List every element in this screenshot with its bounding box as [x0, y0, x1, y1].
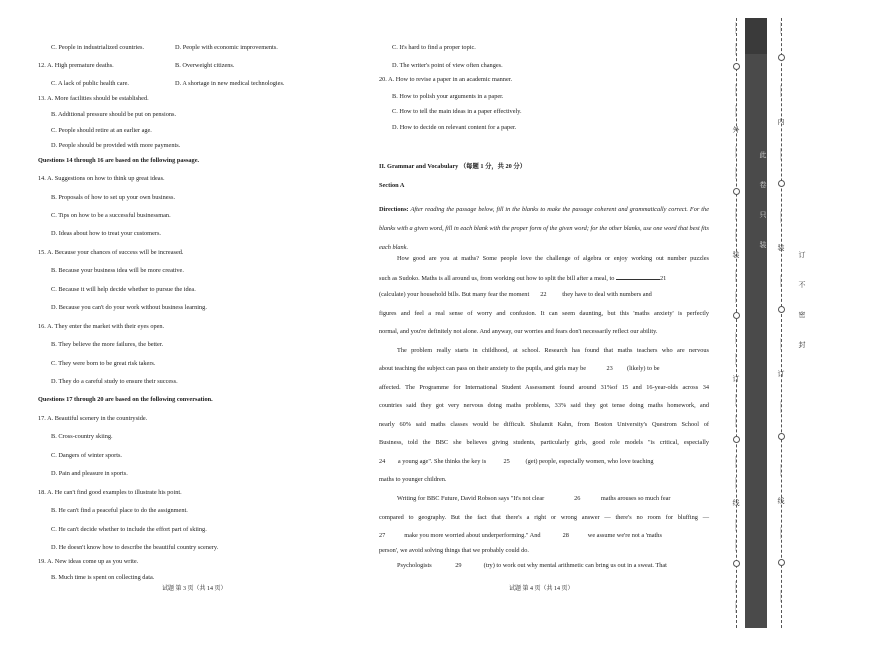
blank-21-num: 21	[659, 275, 667, 282]
option-text: Questions 14 through 16 are based on the following passage.	[38, 157, 200, 164]
binding-note-char: 订	[798, 251, 806, 259]
inner-glyph: ……	[778, 590, 784, 603]
option-text: D. People should be provided with more payments.	[51, 142, 181, 149]
option-text: D. Pain and pleasure in sports.	[51, 470, 128, 477]
option-text: B. They believe the more failures, the better.	[51, 341, 164, 348]
outer-circle-mark	[733, 560, 740, 567]
binding-gray-bar-top	[745, 18, 767, 54]
left-line-16	[38, 323, 164, 331]
p1-line-5: normal, and you're definitely not alone. And anyway, our worries and fears don't necessarily reflect our ability.	[379, 328, 658, 335]
p3-line-3	[379, 532, 709, 540]
inner-glyph: ……	[778, 527, 784, 540]
option-text: C. People in industrialized countries.	[51, 44, 145, 51]
outer-glyph: ……	[733, 518, 739, 531]
p3-text-3: make you more worried about underperforming." And	[404, 532, 541, 539]
p3-line-4: person', we avoid solving things that we probably could do.	[379, 547, 529, 554]
option-text: B. Proposals of how to set up your own business.	[51, 194, 176, 201]
right-line-2: 20. A. How to revise a paper in an academic manner.	[379, 76, 513, 83]
inner-circle-mark	[778, 180, 785, 187]
option-text: B. Cross-country skiing.	[51, 433, 113, 440]
p2-text-7b: (get) people, especially women, who love teaching	[525, 458, 654, 465]
inner-circle-mark	[778, 54, 785, 61]
p4-text-1: Psychologists	[397, 562, 432, 569]
outer-glyph: 外	[732, 126, 740, 135]
left-line-18	[51, 360, 155, 368]
outer-glyph: ……	[733, 208, 739, 221]
inner-circle-mark	[778, 306, 785, 313]
left-line-7	[38, 157, 199, 165]
outer-glyph: ……	[733, 228, 739, 241]
option-text: 14. A. Suggestions on how to think up great ideas.	[38, 175, 165, 182]
p2-text-2: about teaching the subject can pass on their anxiety to the pupils, and girls may be	[379, 365, 587, 372]
option-text: D. Because you can't do your work without business learning.	[51, 304, 207, 311]
left-line-29	[38, 558, 138, 566]
outer-glyph: ……	[733, 415, 739, 428]
p1-line-1: How good are you at maths? Some people love the challenge of algebra or enjoy working out number puzzles	[397, 255, 709, 262]
left-line-12	[38, 249, 183, 257]
binding-note-char: 封	[798, 341, 806, 349]
inner-glyph: ……	[778, 400, 784, 413]
right-page-footer: 试题 第 4 页（共 14 页）	[509, 586, 574, 592]
left-line-26	[51, 507, 188, 515]
left-line-6	[51, 142, 180, 150]
outer-glyph: ……	[733, 84, 739, 97]
option-text: 16. A. They enter the market with their eyes open.	[38, 323, 165, 330]
blank-21[interactable]	[616, 273, 660, 280]
inner-glyph: ……	[778, 85, 784, 98]
inner-glyph: ……	[778, 337, 784, 350]
left-line-10	[51, 212, 171, 220]
outer-glyph: ……	[733, 104, 739, 117]
outer-glyph: 装	[732, 250, 740, 259]
inner-glyph: ……	[778, 22, 784, 34]
outer-glyph: ……	[733, 166, 739, 179]
left-line-1	[38, 62, 114, 70]
option-text: C. A lack of public health care.	[51, 80, 129, 87]
left-line-30	[51, 574, 154, 582]
p4-text-1b: (try) to work out why mental arithmetic can bring us out in a sweat. That	[483, 562, 667, 569]
outer-glyph: ……	[733, 22, 739, 34]
p2-line-6: Business, told the BBC she believes giving students, particularly girls, good role models "is critical, especially	[379, 439, 709, 446]
option-text: C. People should retire at an earlier age.	[51, 127, 152, 134]
inner-glyph: 订	[777, 370, 785, 379]
left-page-footer: 试题 第 3 页（共 14 页）	[162, 586, 227, 592]
option-text-b: B. Overweight citizens.	[175, 62, 235, 69]
p2-line-3: affected. The Programme for International Student Assessment found around 31%of 15 and 16-year-olds across 34	[379, 384, 709, 391]
option-text: 12. A. High premature deaths.	[38, 62, 114, 69]
right-line-5: D. How to decide on relevant content for a paper.	[392, 124, 517, 131]
p2-line-4: countries said they got very nervous doing maths problems, 33% said they got tense doing maths homework, and	[379, 402, 709, 409]
p3-line-2: compared to geography. But the fact that there's a right or wrong answer — there's no room for bluffing —	[379, 514, 709, 521]
outer-glyph: ……	[733, 539, 739, 552]
option-text: B. He can't find a peaceful place to do the assignment.	[51, 507, 188, 514]
blank-25-num: 25	[503, 458, 510, 465]
left-line-25	[38, 489, 182, 497]
left-line-23	[51, 452, 122, 460]
left-line-28	[51, 544, 218, 552]
option-text: C. They were born to be great risk takers.	[51, 360, 156, 367]
p3-text-1b: maths arouses so much fear	[600, 495, 671, 502]
p3-text-1: Writing for BBC Future, David Robson says "It's not clear	[397, 495, 545, 502]
directions-text: After reading the passage below, fill in the blanks to make the passage coherent and grammatically correct. For the blanks with a given word, fill in each blank with the proper form of the given word; for the other blanks, use one word that best fits each blank.	[379, 206, 709, 251]
outer-glyph: ……	[733, 290, 739, 303]
option-text: 17. A. Beautiful scenery in the countryside.	[38, 415, 148, 422]
p1-line-3	[379, 291, 709, 299]
section-a-label: Section A	[379, 182, 405, 189]
outer-glyph: ……	[733, 332, 739, 345]
outer-circle-mark	[733, 436, 740, 443]
binding-note-char: 不	[798, 281, 806, 289]
option-text: D. He doesn't know how to describe the beautiful country scenery.	[51, 544, 219, 551]
left-line-4	[51, 111, 176, 119]
blank-29-num: 29	[455, 562, 462, 569]
p1-text-2: such as Sudoko. Maths is all around us, from working out how to split the bill after a meal, to	[379, 275, 615, 282]
option-text: 19. A. New ideas come up as you write.	[38, 558, 139, 565]
left-line-2	[51, 80, 129, 88]
left-line-17	[51, 341, 163, 349]
blank-24-num: 24	[379, 458, 386, 465]
binding-note-char: 卷	[759, 181, 767, 189]
right-line-3: B. How to polish your arguments in a paper.	[392, 93, 504, 100]
left-line-20	[38, 396, 213, 404]
option-text: C. Because it will help decide whether to pursue the idea.	[51, 286, 196, 293]
blank-26-num: 26	[574, 495, 581, 502]
right-line-4: C. How to tell the main ideas in a paper effectively.	[392, 108, 522, 115]
outer-circle-mark	[733, 63, 740, 70]
blank-28-num: 28	[562, 532, 569, 539]
binding-note-char: 只	[759, 211, 767, 219]
outer-glyph: ……	[733, 477, 739, 490]
inner-glyph: ……	[778, 148, 784, 161]
option-text: 18. A. He can't find good examples to illustrate his point.	[38, 489, 182, 496]
binding-note-char: 密	[798, 311, 806, 319]
option-text: B. Because your business idea will be more creative.	[51, 267, 184, 274]
blank-27-num: 27	[379, 532, 386, 539]
section-title: II. Grammar and Vocabulary （每题 1 分，共 20 分）	[379, 163, 526, 170]
binding-note-char: 此	[759, 151, 767, 159]
p3-text-3b: we assume we're not a 'maths	[587, 532, 662, 539]
left-line-3	[38, 95, 149, 103]
p2-text-2b: (likely) to be	[626, 365, 660, 372]
left-line-24	[51, 470, 128, 478]
option-text-b: D. People with economic improvements.	[175, 44, 278, 51]
outer-glyph: ……	[733, 270, 739, 283]
outer-glyph: ……	[733, 580, 739, 593]
outer-glyph: ……	[733, 456, 739, 469]
outer-circle-mark	[733, 188, 740, 195]
right-line-0: C. It's hard to find a proper topic.	[392, 44, 476, 51]
outer-glyph: 线	[732, 498, 740, 507]
right-line-1: D. The writer's point of view often changes.	[392, 62, 503, 69]
p2-line-5: nearly 60% said maths classes would be difficult. Shulamit Kahn, from Boston University's Questrom School of	[379, 421, 709, 428]
outer-glyph: ……	[733, 394, 739, 407]
left-line-11	[51, 230, 161, 238]
blank-23-num: 23	[606, 365, 613, 372]
blank-22-num: 22	[540, 291, 547, 298]
left-line-8	[38, 175, 165, 183]
left-line-13	[51, 267, 184, 275]
outer-circle-mark	[733, 312, 740, 319]
option-text: C. Dangers of winter sports.	[51, 452, 123, 459]
inner-glyph: 线	[777, 496, 785, 505]
option-text: 13. A. More facilities should be established.	[38, 95, 149, 102]
left-line-5	[51, 127, 152, 135]
left-line-21	[38, 415, 147, 423]
option-text: C. Tips on how to be a successful businessman.	[51, 212, 171, 219]
option-text: B. Additional pressure should be put on pensions.	[51, 111, 177, 118]
inner-circle-mark	[778, 559, 785, 566]
option-text: B. Much time is spent on collecting data.	[51, 574, 155, 581]
option-text: Questions 17 through 20 are based on the following conversation.	[38, 396, 213, 403]
p2-line-8: maths to younger children.	[379, 476, 447, 483]
p3-line-1	[397, 495, 709, 503]
outer-glyph: ……	[733, 146, 739, 159]
left-line-14	[51, 286, 196, 294]
p1-line-4: figures and feel a real sense of worry and confusion. It can seem daunting, but this 'maths anxiety' is perfectly	[379, 310, 709, 317]
outer-glyph: ……	[733, 601, 739, 614]
left-line-19	[51, 378, 178, 386]
option-text: D. Ideas about how to treat your customers.	[51, 230, 161, 237]
option-text: D. They do a careful study to ensure their success.	[51, 378, 178, 385]
left-line-15	[51, 304, 207, 312]
outer-glyph: ……	[733, 42, 739, 55]
outer-glyph: ……	[733, 353, 739, 366]
left-line-27	[51, 526, 207, 534]
outer-glyph: 订	[732, 374, 740, 383]
p1-line-2	[379, 273, 709, 283]
directions	[379, 200, 709, 257]
directions-label: Directions:	[379, 206, 409, 213]
inner-glyph: ……	[778, 464, 784, 477]
inner-glyph: 内	[777, 117, 785, 126]
inner-glyph: ……	[778, 211, 784, 224]
binding-gray-bar	[745, 18, 767, 628]
option-text-b: D. A shortage in new medical technologies.	[175, 80, 285, 87]
p2-line-2	[379, 365, 709, 373]
inner-glyph: ……	[778, 274, 784, 287]
p2-text-7: a young age". She thinks the key is	[397, 458, 487, 465]
p2-line-7	[379, 458, 709, 466]
option-text: 15. A. Because your chances of success will be increased.	[38, 249, 184, 256]
p2-line-1: The problem really starts in childhood, at school. Research has found that maths teachers who are nervous	[397, 347, 709, 354]
left-line-22	[51, 433, 113, 441]
option-text: C. He can't decide whether to include the effort part of skiing.	[51, 526, 207, 533]
p4-line-1	[397, 562, 709, 570]
left-line-0	[51, 44, 144, 52]
inner-circle-mark	[778, 433, 785, 440]
inner-glyph: 装	[777, 244, 785, 253]
p1-text-3: (calculate) your household bills. But many fear the moment	[379, 291, 530, 298]
binding-note-char: 装	[759, 241, 767, 249]
p1-text-3b: they have to deal with numbers and	[562, 291, 652, 298]
left-line-9	[51, 194, 175, 202]
